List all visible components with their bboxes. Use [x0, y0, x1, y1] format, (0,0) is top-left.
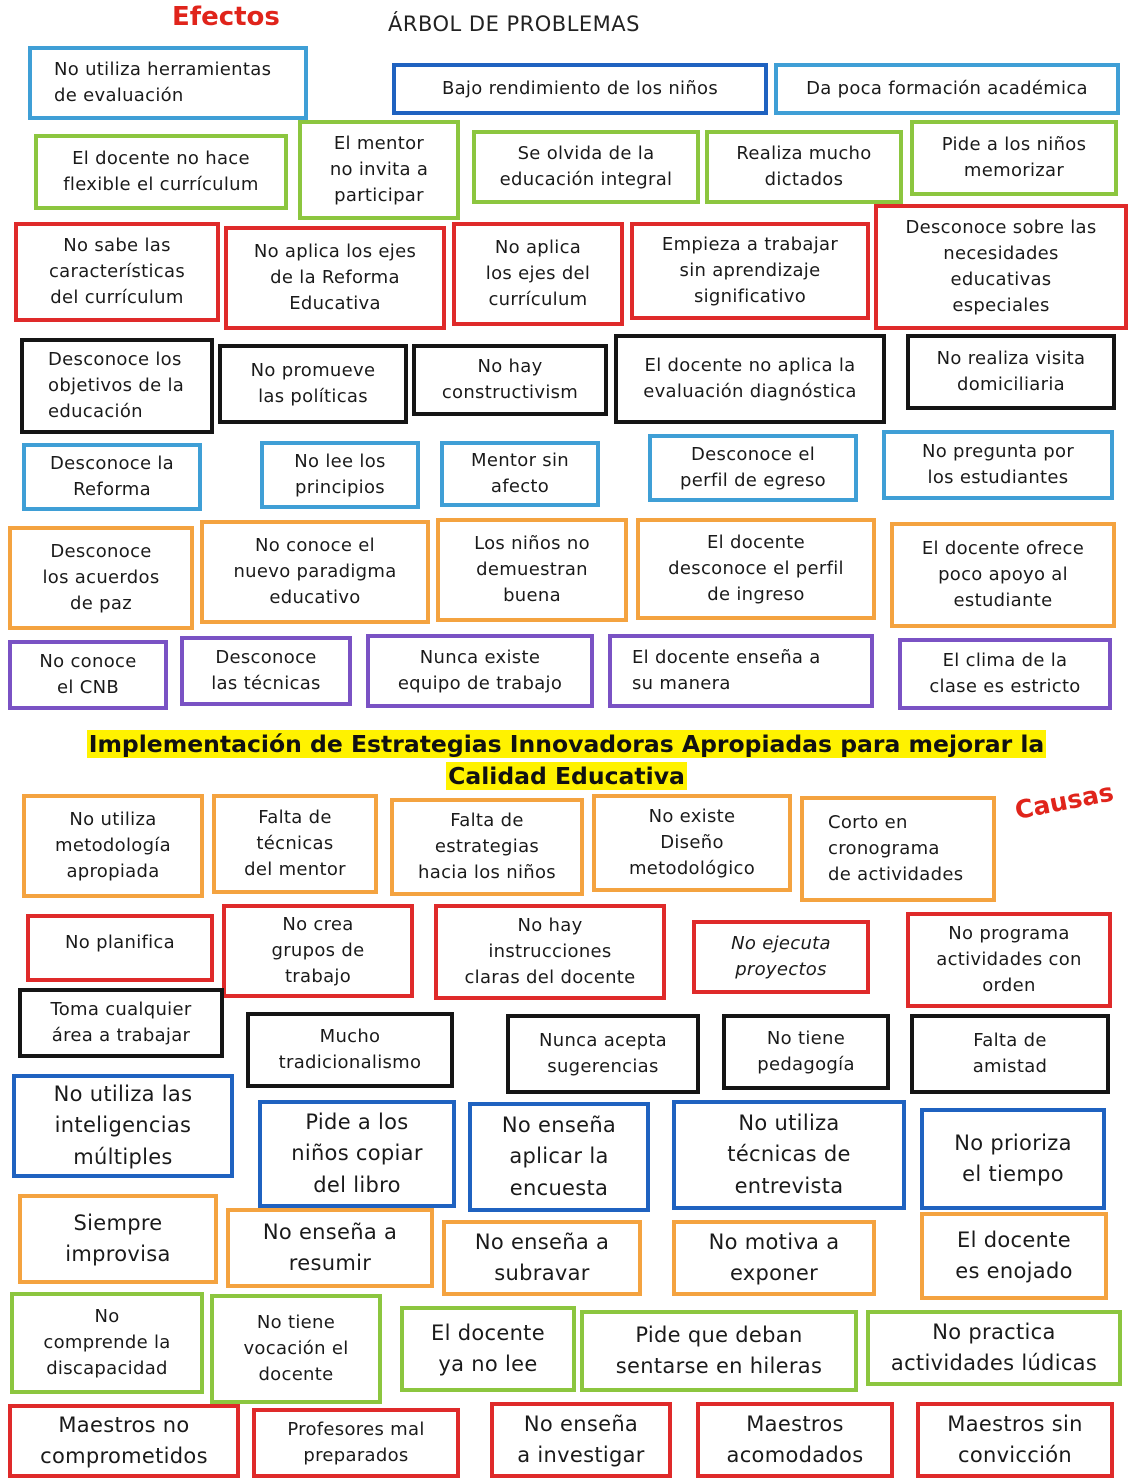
effect-box: El docente desconoce el perfil de ingreso: [636, 518, 876, 620]
cause-box: No motiva a exponer: [672, 1220, 876, 1296]
effect-box: Nunca existe equipo de trabajo: [366, 634, 594, 708]
cause-box: No tiene pedagogía: [722, 1014, 890, 1090]
cause-box: Pide que deban sentarse en hileras: [580, 1310, 858, 1392]
effect-box: No aplica los ejes del currículum: [452, 222, 624, 326]
cause-box: Falta de estrategias hacia los niños: [390, 798, 584, 896]
cause-box: No enseña a subravar: [442, 1220, 642, 1296]
cause-box: Falta de amistad: [910, 1014, 1110, 1094]
cause-box: No ejecuta proyectos: [692, 920, 870, 994]
effect-box: Pide a los niños memorizar: [910, 120, 1118, 196]
effects-heading: Efectos: [172, 2, 280, 32]
cause-box: El docente es enojado: [920, 1212, 1108, 1300]
cause-box: No enseña a investigar: [490, 1402, 672, 1478]
effect-box: El docente enseña a su manera: [608, 634, 874, 708]
effect-box: El docente ofrece poco apoyo al estudiante: [890, 522, 1116, 628]
effect-box: Desconoce las técnicas: [180, 636, 352, 706]
cause-box: Corto en cronograma de actividades: [800, 796, 996, 902]
cause-box: No prioriza el tiempo: [920, 1108, 1106, 1210]
effect-box: Desconoce el perfil de egreso: [648, 434, 858, 502]
effect-box: Desconoce los objetivos de la educación: [20, 338, 214, 434]
effect-box: No realiza visita domiciliaria: [906, 334, 1116, 410]
cause-box: No tiene vocación el docente: [210, 1294, 382, 1404]
cause-box: Mucho tradicionalismo: [246, 1012, 454, 1088]
cause-box: Profesores mal preparados: [252, 1408, 460, 1478]
effect-box: Los niños no demuestran buena: [436, 518, 628, 622]
cause-box: No utiliza las inteligencias múltiples: [12, 1074, 234, 1178]
cause-box: Siempre improvisa: [18, 1194, 218, 1284]
effect-box: No sabe las características del currículum: [14, 222, 220, 322]
effect-box: No conoce el nuevo paradigma educativo: [200, 520, 430, 624]
cause-box: El docente ya no lee: [400, 1306, 576, 1392]
effect-box: No hay constructivism: [412, 344, 608, 416]
effect-box: El mentor no invita a participar: [298, 120, 460, 220]
central-problem-line1: Implementación de Estrategias Innovadoras Apropiadas para mejorar la: [88, 730, 1045, 758]
cause-box: No planifica: [26, 914, 214, 982]
effect-box: No lee los principios: [260, 441, 420, 509]
effect-box: El clima de la clase es estricto: [898, 638, 1112, 710]
cause-box: No enseña a resumir: [226, 1208, 434, 1288]
cause-box: No practica actividades lúdicas: [866, 1310, 1122, 1386]
central-problem: [20, 728, 1113, 793]
cause-box: No utiliza técnicas de entrevista: [672, 1100, 906, 1210]
effect-box: No promueve las políticas: [218, 344, 408, 424]
effect-box: No aplica los ejes de la Reforma Educativa: [224, 226, 446, 330]
cause-box: No utiliza metodología apropiada: [22, 794, 204, 898]
effect-box: Desconoce sobre las necesidades educativas especiales: [874, 204, 1128, 330]
effect-box: El docente no aplica la evaluación diagnóstica: [614, 334, 886, 424]
cause-box: No comprende la discapacidad: [10, 1292, 204, 1394]
effect-box: Realiza mucho dictados: [705, 130, 903, 204]
cause-box: No programa actividades con orden: [906, 912, 1112, 1008]
cause-box: Nunca acepta sugerencias: [506, 1014, 700, 1094]
central-problem-line2: Calidad Educativa: [448, 762, 685, 791]
cause-box: Falta de técnicas del mentor: [212, 794, 378, 894]
effect-box: No conoce el CNB: [8, 640, 168, 710]
effect-box: Empieza a trabajar sin aprendizaje significativo: [630, 222, 870, 320]
cause-box: No enseña aplicar la encuesta: [468, 1102, 650, 1212]
effect-box: No utiliza herramientas de evaluación: [28, 46, 308, 120]
effect-box: Desconoce la Reforma: [22, 443, 202, 511]
effect-box: Bajo rendimiento de los niños: [392, 63, 768, 115]
cause-box: Maestros acomodados: [696, 1402, 894, 1478]
causes-heading: Causas: [1012, 777, 1116, 825]
cause-box: Maestros sin convicción: [916, 1402, 1114, 1478]
cause-box: No existe Diseño metodológico: [592, 794, 792, 892]
cause-box: Pide a los niños copiar del libro: [258, 1100, 456, 1208]
page-title: ÁRBOL DE PROBLEMAS: [388, 12, 640, 36]
cause-box: Maestros no comprometidos: [8, 1404, 240, 1478]
cause-box: No crea grupos de trabajo: [222, 904, 414, 998]
effect-box: No pregunta por los estudiantes: [882, 430, 1114, 500]
effect-box: El docente no hace flexible el currículum: [34, 134, 288, 210]
cause-box: Toma cualquier área a trabajar: [18, 988, 224, 1058]
effect-box: Se olvida de la educación integral: [472, 130, 700, 204]
effect-box: Da poca formación académica: [774, 63, 1120, 115]
effect-box: Mentor sin afecto: [440, 441, 600, 507]
cause-box: No hay instrucciones claras del docente: [434, 904, 666, 1000]
effect-box: Desconoce los acuerdos de paz: [8, 526, 194, 630]
